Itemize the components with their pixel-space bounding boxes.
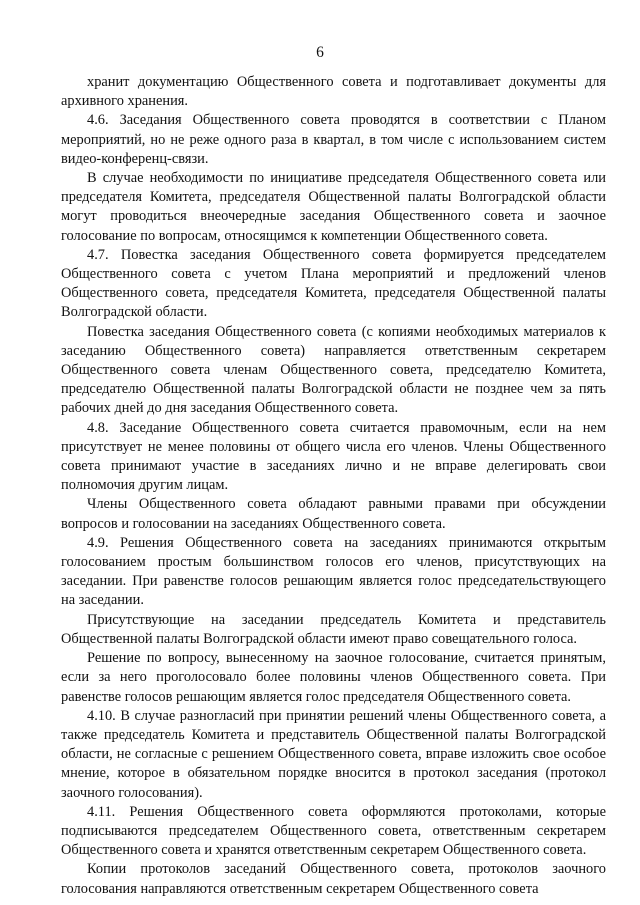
paragraph-4-9: 4.9. Решения Общественного совета на заседаниях принимаются открытым голосованием простым большинством голосов его членов, присутствующих на заседании. При равенстве голосов решающим является голос председательствующего на заседании.	[61, 534, 606, 609]
paragraph-archive-continuation: хранит документацию Общественного совета и подготавливает документы для архивного хранения.	[61, 74, 606, 110]
paragraph-extraordinary-meetings: В случае необходимости по инициативе председателя Общественного совета или председателя Комитета, председателя Общественной палаты Волгоградской области могут проводиться внеочередные заседания Общественного совета и заочное голосование по вопросам, относящимся к компетенции Общественного совета.	[61, 170, 606, 244]
paragraph-advisory-vote: Присутствующие на заседании председатель Комитета и представитель Общественной палаты Волгоградской области имеют право совещательного голоса.	[61, 611, 606, 647]
paragraph-4-6: 4.6. Заседания Общественного совета проводятся в соответствии с Планом мероприятий, но не реже одного раза в квартал, в том числе с использованием систем видео-конференц-связи.	[61, 112, 606, 167]
paragraph-protocol-copies: Копии протоколов заседаний Общественного совета, протоколов заочного голосования направляются ответственным секретарем Общественного совета	[61, 861, 606, 897]
paragraph-4-11: 4.11. Решения Общественного совета оформляются протоколами, которые подписываются председателем Общественного совета, ответственным секретарем Общественного совета и хранятся ответственным секретарем Общественного совета.	[61, 803, 606, 859]
paragraph-4-10: 4.10. В случае разногласий при принятии решений члены Общественного совета, а также председатель Комитета и представитель Общественной палаты Волгоградской области, не согласные с решением Общественного совета, вправе изложить свое особое мнение, которое в обязательном порядке вносится в протокол заседания (протокол заочного голосования).	[61, 707, 606, 801]
paragraph-agenda-distribution: Повестка заседания Общественного совета (с копиями необходимых материалов к заседанию Общественного совета) направляется ответственным секретарем Общественного совета членам Общественного совета, председателю Комитета, председателю Общественной палаты Волгоградской области не позднее чем за пять рабочих дней до дня заседания Общественного совета.	[61, 323, 606, 417]
paragraph-equal-rights: Члены Общественного совета обладают равными правами при обсуждении вопросов и голосовании на заседаниях Общественного совета.	[61, 496, 606, 532]
paragraph-4-8: 4.8. Заседание Общественного совета считается правомочным, если на нем присутствует не менее половины от общего числа его членов. Члены Общественного совета принимают участие в заседаниях лично и не вправе делегировать свои полномочия другим лицам.	[61, 419, 606, 494]
paragraph-absentee-vote: Решение по вопросу, вынесенному на заочное голосование, считается принятым, если за него проголосовало более половины членов Общественного совета. При равенстве голосов решающим является голос председателя Общественного совета.	[61, 650, 606, 705]
document-body	[61, 73, 606, 899]
page-number: 6	[316, 44, 324, 61]
paragraph-4-7: 4.7. Повестка заседания Общественного совета формируется председателем Общественного совета с учетом Плана мероприятий и предложений членов Общественного совета, председателя Комитета, председателя Общественной палаты Волгоградской области.	[61, 246, 606, 321]
